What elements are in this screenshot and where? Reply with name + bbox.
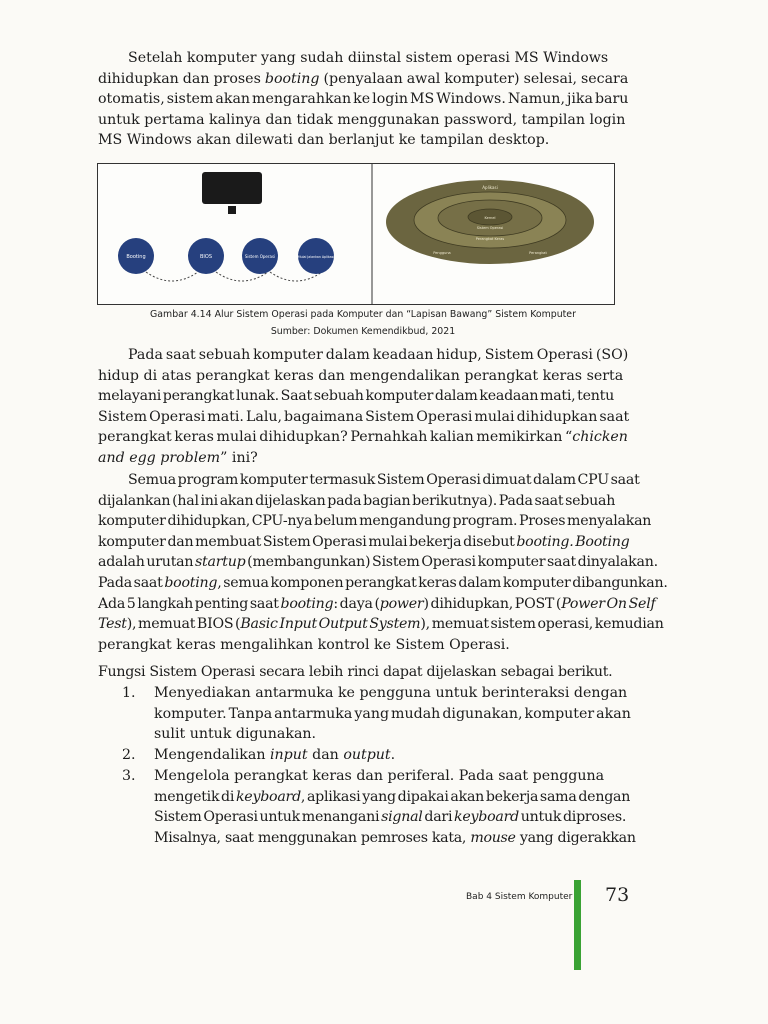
- list-item-text: [154, 745, 630, 766]
- text-line: mengetik di keyboard, aplikasi yang dipakai akan bekerja sama dengan: [154, 788, 631, 805]
- onion-label-hardware: Perangkat Keras: [475, 237, 505, 241]
- paragraph-intro: [98, 48, 628, 151]
- flow-label-booting: Booting: [126, 254, 146, 260]
- text-line: hidup di atas perangkat keras dan mengendalikan perangkat keras serta: [98, 367, 624, 384]
- onion-label-perangkat: Perangkat: [529, 251, 547, 255]
- text-line: Setelah komputer yang sudah diinstal sistem operasi MS Windows: [128, 50, 609, 66]
- text-line: untuk pertama kalinya dan tidak menggunakan password, tampilan login: [98, 111, 626, 128]
- flow-label-bios: BIOS: [199, 254, 213, 260]
- figure-os-flow: [97, 163, 615, 305]
- text-line: dijalankan (hal ini akan dijelaskan pada bagian berikutnya). Pada saat sebuah: [98, 492, 616, 509]
- figure-source: Sumber: Dokumen Kemendikbud, 2021: [270, 326, 456, 337]
- text-line: dihidupkan dan proses booting (penyalaan awal komputer) selesai, secara: [98, 70, 629, 87]
- onion-label-kernel: Kernel: [484, 216, 496, 220]
- text-line: Mengendalikan input dan output.: [154, 747, 396, 763]
- list-number: 1.: [122, 685, 136, 701]
- os-flow-diagram: [118, 172, 334, 281]
- text-line: adalah urutan startup (membangunkan) Sistem Operasi komputer saat dinyalakan.: [98, 554, 658, 571]
- text-line: Pada saat booting, semua komponen perangkat keras dalam komputer dibangunkan.: [98, 574, 668, 591]
- paragraph-os-life: [98, 345, 628, 469]
- text-line: Pada saat sebuah komputer dalam keadaan hidup, Sistem Operasi (SO): [128, 347, 629, 363]
- paragraph-booting: [98, 470, 668, 655]
- text-line: melayani perangkat lunak. Saat sebuah komputer dalam keadaan mati, tentu: [98, 388, 614, 405]
- flow-label-os: Sistem Operasi: [244, 254, 276, 259]
- chapter-label: Bab 4 Sistem Komputer: [466, 892, 573, 902]
- text-line: otomatis, sistem akan mengarahkan ke login MS Windows. Namun, jika baru: [98, 91, 629, 108]
- text-line: perangkat keras mulai dihidupkan? Pernahkah kalian memikirkan “chicken: [98, 429, 628, 446]
- chapter-accent-bar: [574, 880, 581, 970]
- flow-label-apps: Mulai Jalankan Aplikasi: [297, 255, 335, 259]
- list-number: 3.: [122, 768, 136, 784]
- text-line: Misalnya, saat menggunakan pemroses kata, mouse yang digerakkan: [154, 829, 636, 846]
- paragraph-functions-intro: [98, 662, 628, 683]
- onion-layer-diagram: [386, 180, 594, 264]
- text-line: Ada 5 langkah penting saat booting: daya (power) dihidupkan, POST (Power On Self: [98, 595, 656, 612]
- text-line: sulit untuk digunakan.: [154, 726, 317, 743]
- list-number: 2.: [122, 747, 136, 763]
- onion-label-aplikasi: Aplikasi: [482, 185, 498, 190]
- list-item-text: [154, 766, 636, 848]
- page-number: 73: [605, 884, 630, 906]
- text-line: perangkat keras mengalihkan kontrol ke Sistem Operasi.: [98, 636, 510, 653]
- text-line: komputer dan membuat Sistem Operasi mulai bekerja disebut booting. Booting: [98, 533, 630, 550]
- figure-caption: Gambar 4.14 Alur Sistem Operasi pada Komputer dan “Lapisan Bawang” Sistem Komputer: [150, 309, 576, 320]
- onion-label-os: Sistem Operasi: [476, 226, 504, 230]
- text-line: MS Windows akan dilewati dan berlanjut ke tampilan desktop.: [98, 132, 550, 149]
- text-line: komputer. Tanpa antarmuka yang mudah digunakan, komputer akan: [154, 705, 631, 722]
- text-line: Semua program komputer termasuk Sistem Operasi dimuat dalam CPU saat: [128, 472, 640, 488]
- text-line: Test), memuat BIOS (Basic Input Output System), memuat sistem operasi, kemudian: [98, 616, 664, 633]
- monitor-icon: [202, 172, 262, 204]
- text-line: Mengelola perangkat keras dan periferal. Pada saat pengguna: [154, 768, 605, 784]
- list-item-text: [154, 683, 630, 745]
- text-line: Menyediakan antarmuka ke pengguna untuk berinteraksi dengan: [154, 685, 628, 701]
- onion-label-pengguna: Pengguna: [433, 251, 451, 255]
- text-line: Sistem Operasi untuk menangani signal dari keyboard untuk diproses.: [154, 809, 627, 826]
- text-line: Fungsi Sistem Operasi secara lebih rinci dapat dijelaskan sebagai berikut.: [98, 664, 613, 680]
- monitor-stand-icon: [228, 206, 236, 214]
- text-line: komputer dihidupkan, CPU-nya belum mengandung program. Proses menyalakan: [98, 513, 652, 530]
- text-line: Sistem Operasi mati. Lalu, bagaimana Sistem Operasi mulai dihidupkan saat: [98, 408, 630, 425]
- text-line: and egg problem” ini?: [98, 449, 258, 466]
- figure-illustration: [98, 164, 614, 304]
